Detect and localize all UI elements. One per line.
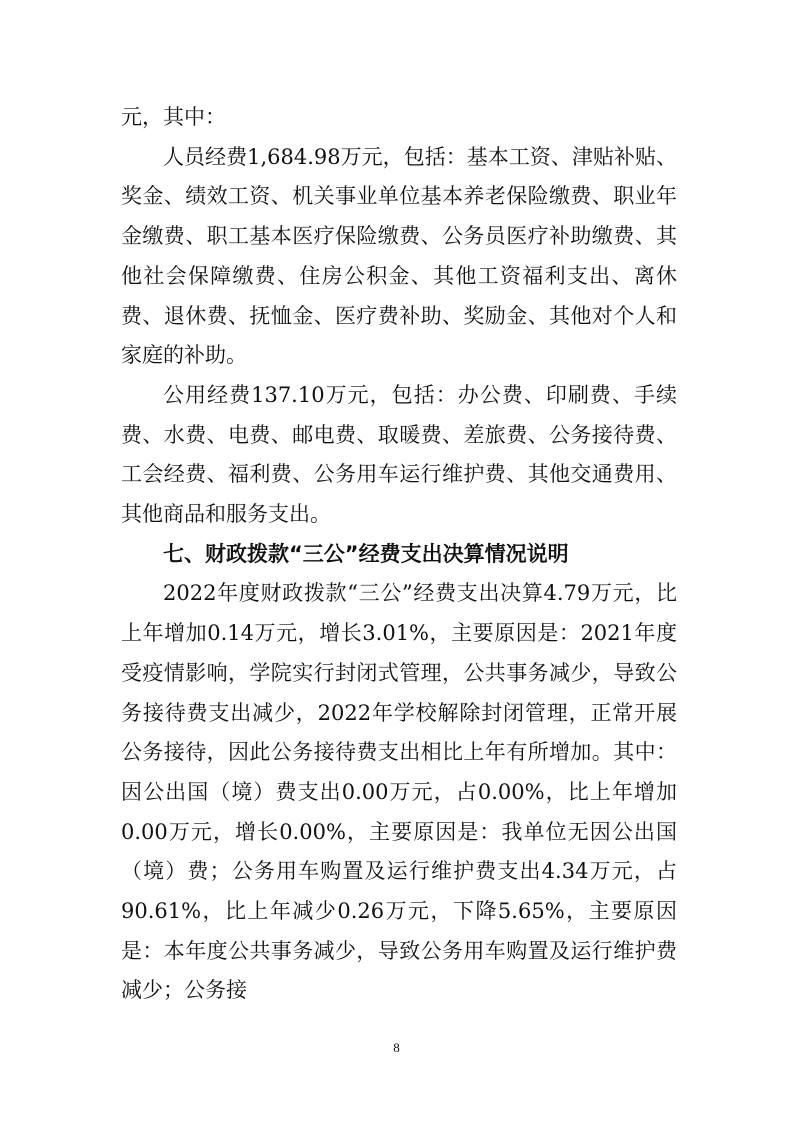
section-heading: 七、财政拨款“三公”经费支出决算情况说明 (163, 541, 569, 566)
document-body (121, 98, 677, 1011)
paragraph-continuation: 元，其中： (121, 105, 226, 129)
page-number: 8 (393, 1040, 400, 1055)
paragraph-public-expenses: 公用经费137.10万元，包括：办公费、印刷费、手续费、水费、电费、邮电费、取暖费、差旅费、公务接待费、工会经费、福利费、公务用车运行维护费、其他交通费用、其他商品和服务支出。 (121, 382, 677, 527)
paragraph-three-public-expenses: 2022年度财政拨款“三公”经费支出决算4.79万元，比上年增加0.14万元，增长3.01%，主要原因是：2021年度受疫情影响，学院实行封闭式管理，公共事务减少，导致公务接待费支出减少，2022年学校解除封闭管理，正常开展公务接待，因此公务接待费支出相比上年有所增加。其中：因公出国（境）费支出0.00万元，占0.00%，比上年增加0.00万元，增长0.00%，主要原因是：我单位无因公出国（境）费；公务用车购置及运行维护费支出4.34万元，占90.61%，比上年减少0.26万元，下降5.65%，主要原因是：本年度公共事务减少，导致公务用车购置及运行维护费减少；公务接 (121, 581, 677, 1003)
paragraph-personnel-expenses: 人员经费1,684.98万元，包括：基本工资、津贴补贴、奖金、绩效工资、机关事业单位基本养老保险缴费、职业年金缴费、职工基本医疗保险缴费、公务员医疗补助缴费、其他社会保障缴费、住房公积金、其他工资福利支出、离休费、退休费、抚恤金、医疗费补助、奖励金、其他对个人和家庭的补助。 (121, 144, 677, 368)
